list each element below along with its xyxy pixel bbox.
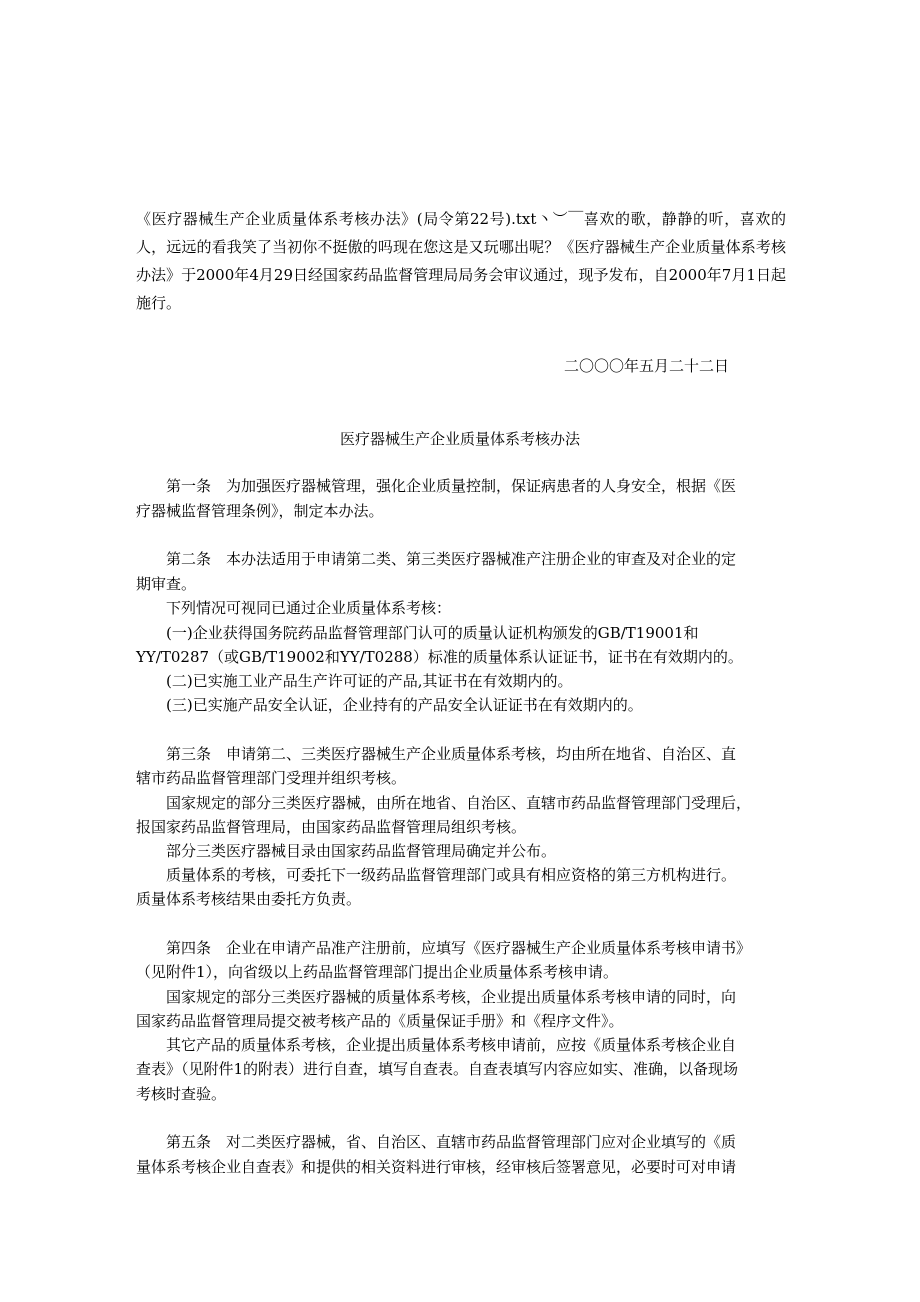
article-2-item-2: (二)已实施工业产品生产许可证的产品,其证书在有效期内的。 bbox=[166, 672, 573, 690]
article-3-line-6: 质量体系的考核，可委托下一级药品监督管理部门或具有相应资格的第三方机构进行。 bbox=[166, 866, 737, 884]
article-3-line-4: 报国家药品监督管理局，由国家药品监督管理局组织考核。 bbox=[136, 818, 527, 836]
article-1-line-2: 疗器械监督管理条例》，制定本办法。 bbox=[136, 502, 384, 520]
article-3-line-3: 国家规定的部分三类医疗器械，由所在地省、自治区、直辖市药品监督管理部门受理后， bbox=[166, 794, 752, 812]
intro-paragraph: 《医疗器械生产企业质量体系考核办法》(局令第22号).txt丶︶￣喜欢的歌，静静的听，喜欢的人，远远的看我笑了当初你不挺傲的吗现在您这是又玩哪出呢？《医疗器械生产企业质量体系考核办法》于2000年4月29日经国家药品监督管理局局务会审议通过，现予发布，自2000年7月1日起施行。 bbox=[136, 210, 786, 312]
article-3-line-7: 质量体系考核结果由委托方负责。 bbox=[136, 890, 362, 908]
article-2-line-2: 期审查。 bbox=[136, 575, 197, 593]
article-2-item-3: (三)已实施产品安全认证，企业持有的产品安全认证证书在有效期内的。 bbox=[166, 696, 643, 714]
article-2-item-1-line-1: (一)企业获得国务院药品监督管理部门认可的质量认证机构颁发的GB/T19001和 bbox=[166, 624, 699, 642]
article-4-line-2: （见附件1），向省级以上药品监督管理部门提出企业质量体系考核申请。 bbox=[136, 963, 619, 981]
article-2-line-1: 第二条 本办法适用于申请第二类、第三类医疗器械准产注册企业的审查及对企业的定 bbox=[166, 550, 737, 568]
article-3-line-2: 辖市药品监督管理部门受理并组织考核。 bbox=[136, 769, 407, 787]
article-3-line-5: 部分三类医疗器械目录由国家药品监督管理局确定并公布。 bbox=[166, 842, 557, 860]
article-2-line-3: 下列情况可视同已通过企业质量体系考核： bbox=[166, 599, 452, 617]
article-1-line-1: 第一条 为加强医疗器械管理，强化企业质量控制，保证病患者的人身安全，根据《医 bbox=[166, 477, 737, 495]
article-4-line-3: 国家规定的部分三类医疗器械的质量体系考核，企业提出质量体系考核申请的同时，向 bbox=[166, 988, 737, 1006]
article-4-line-5: 其它产品的质量体系考核，企业提出质量体系考核申请前，应按《质量体系考核企业自 bbox=[166, 1036, 737, 1054]
document-title: 医疗器械生产企业质量体系考核办法 bbox=[339, 430, 580, 448]
article-4-line-6: 查表》（见附件1的附表）进行自查，填写自查表。自查表填写内容应如实、准确，以备现场 bbox=[136, 1060, 739, 1078]
article-4-line-1: 第四条 企业在申请产品准产注册前，应填写《医疗器械生产企业质量体系考核申请书》 bbox=[166, 939, 752, 957]
article-4-line-7: 考核时查验。 bbox=[136, 1085, 227, 1103]
article-3-line-1: 第三条 申请第二、三类医疗器械生产企业质量体系考核，均由所在地省、自治区、直 bbox=[166, 745, 737, 763]
article-5-line-1: 第五条 对二类医疗器械，省、自治区、直辖市药品监督管理部门应对企业填写的《质 bbox=[166, 1133, 737, 1151]
article-5-line-2: 量体系考核企业自查表》和提供的相关资料进行审核，经审核后签署意见，必要时可对申请 bbox=[136, 1158, 737, 1176]
article-2-item-1-line-2: YY/T0287（或GB/T19002和YY/T0288）标准的质量体系认证证书，证书在有效期内的。 bbox=[136, 648, 743, 666]
article-4-line-4: 国家药品监督管理局提交被考核产品的《质量保证手册》和《程序文件》。 bbox=[136, 1012, 624, 1030]
issue-date: 二〇〇〇年五月二十二日 bbox=[564, 357, 730, 375]
